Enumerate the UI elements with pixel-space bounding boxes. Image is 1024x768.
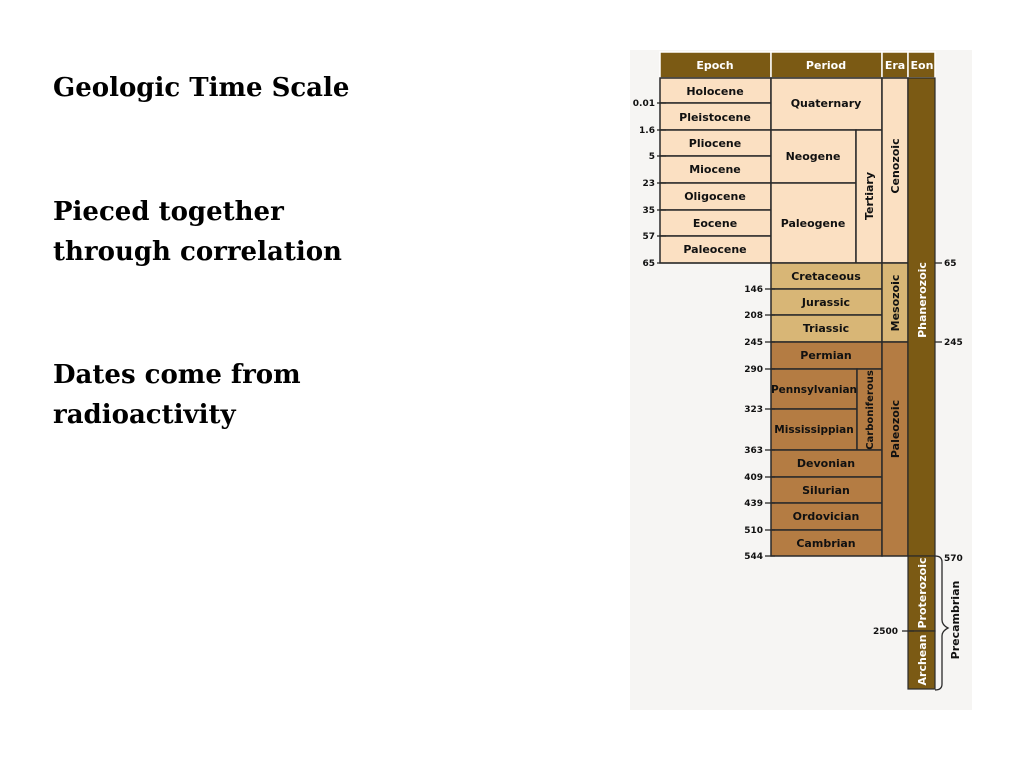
period-triassic: Triassic [802, 322, 850, 335]
eon-archean: Archean [916, 634, 929, 686]
period-pennsylvanian: Pennsylvanian [770, 384, 858, 396]
tick-label-245: 245 [744, 338, 763, 348]
era-paleozoic: Paleozoic [889, 399, 902, 459]
epoch-pliocene: Pliocene [688, 137, 742, 150]
period-neogene: Neogene [785, 150, 841, 163]
subgroup-tertiary: Tertiary [863, 172, 876, 220]
epoch-holocene: Holocene [686, 85, 744, 98]
precambrian-label: Precambrian [949, 580, 962, 660]
period-cambrian: Cambrian [796, 537, 856, 550]
period-quaternary: Quaternary [790, 97, 862, 110]
eon-phanerozoic: Phanerozoic [916, 262, 929, 338]
tick-label-544: 544 [744, 552, 763, 562]
period-devonian: Devonian [796, 457, 856, 470]
tick-label-510: 510 [744, 526, 763, 536]
epoch-pleistocene: Pleistocene [679, 111, 751, 124]
tick-label-2500: 2500 [872, 627, 898, 637]
header-era: Era [884, 59, 906, 72]
tick-label-208: 208 [744, 311, 763, 321]
right-tick-label-570: 570 [944, 554, 963, 564]
epoch-eocene: Eocene [692, 217, 738, 230]
bullet-radioactivity: Dates come from radioactivity [53, 360, 301, 430]
period-jurassic: Jurassic [801, 296, 851, 309]
epoch-miocene: Miocene [689, 163, 741, 176]
tick-label-5: 5 [648, 152, 655, 162]
tick-label-23: 23 [642, 179, 655, 189]
epoch-oligocene: Oligocene [684, 190, 746, 203]
era-mesozoic: Mesozoic [889, 274, 902, 332]
period-silurian: Silurian [802, 484, 850, 497]
period-permian: Permian [800, 349, 852, 362]
header-period: Period [805, 59, 847, 72]
period-paleogene: Paleogene [780, 217, 846, 230]
paleozoic-cells [771, 342, 908, 556]
tick-label-363: 363 [744, 446, 763, 456]
bullet-correlation: Pieced together through correlation [53, 197, 342, 267]
tick-label-290: 290 [744, 365, 763, 375]
epoch-paleocene: Paleocene [683, 243, 747, 256]
header-epoch: Epoch [696, 59, 734, 72]
eon-proterozoic: Proterozoic [916, 557, 929, 629]
header-eon: Eon [910, 59, 934, 72]
tick-label-57: 57 [642, 232, 655, 242]
subgroup-carboniferous: Carboniferous [865, 370, 876, 450]
tick-label-65: 65 [642, 259, 655, 269]
right-tick-label-245: 245 [944, 338, 963, 348]
tick-label-35: 35 [642, 206, 655, 216]
tick-label-323: 323 [744, 405, 763, 415]
tick-label-0.01: 0.01 [632, 99, 655, 109]
era-cenozoic: Cenozoic [889, 138, 902, 194]
tick-label-439: 439 [744, 499, 763, 509]
right-tick-label-65: 65 [944, 259, 957, 269]
period-ordovician: Ordovician [792, 510, 860, 523]
period-cretaceous: Cretaceous [791, 270, 861, 283]
tick-label-146: 146 [744, 285, 763, 295]
tick-label-409: 409 [744, 473, 763, 483]
slide-title: Geologic Time Scale [53, 73, 350, 103]
geologic-time-scale-chart [630, 50, 972, 710]
tick-label-1.6: 1.6 [639, 126, 655, 136]
period-mississippian: Mississippian [774, 424, 854, 436]
